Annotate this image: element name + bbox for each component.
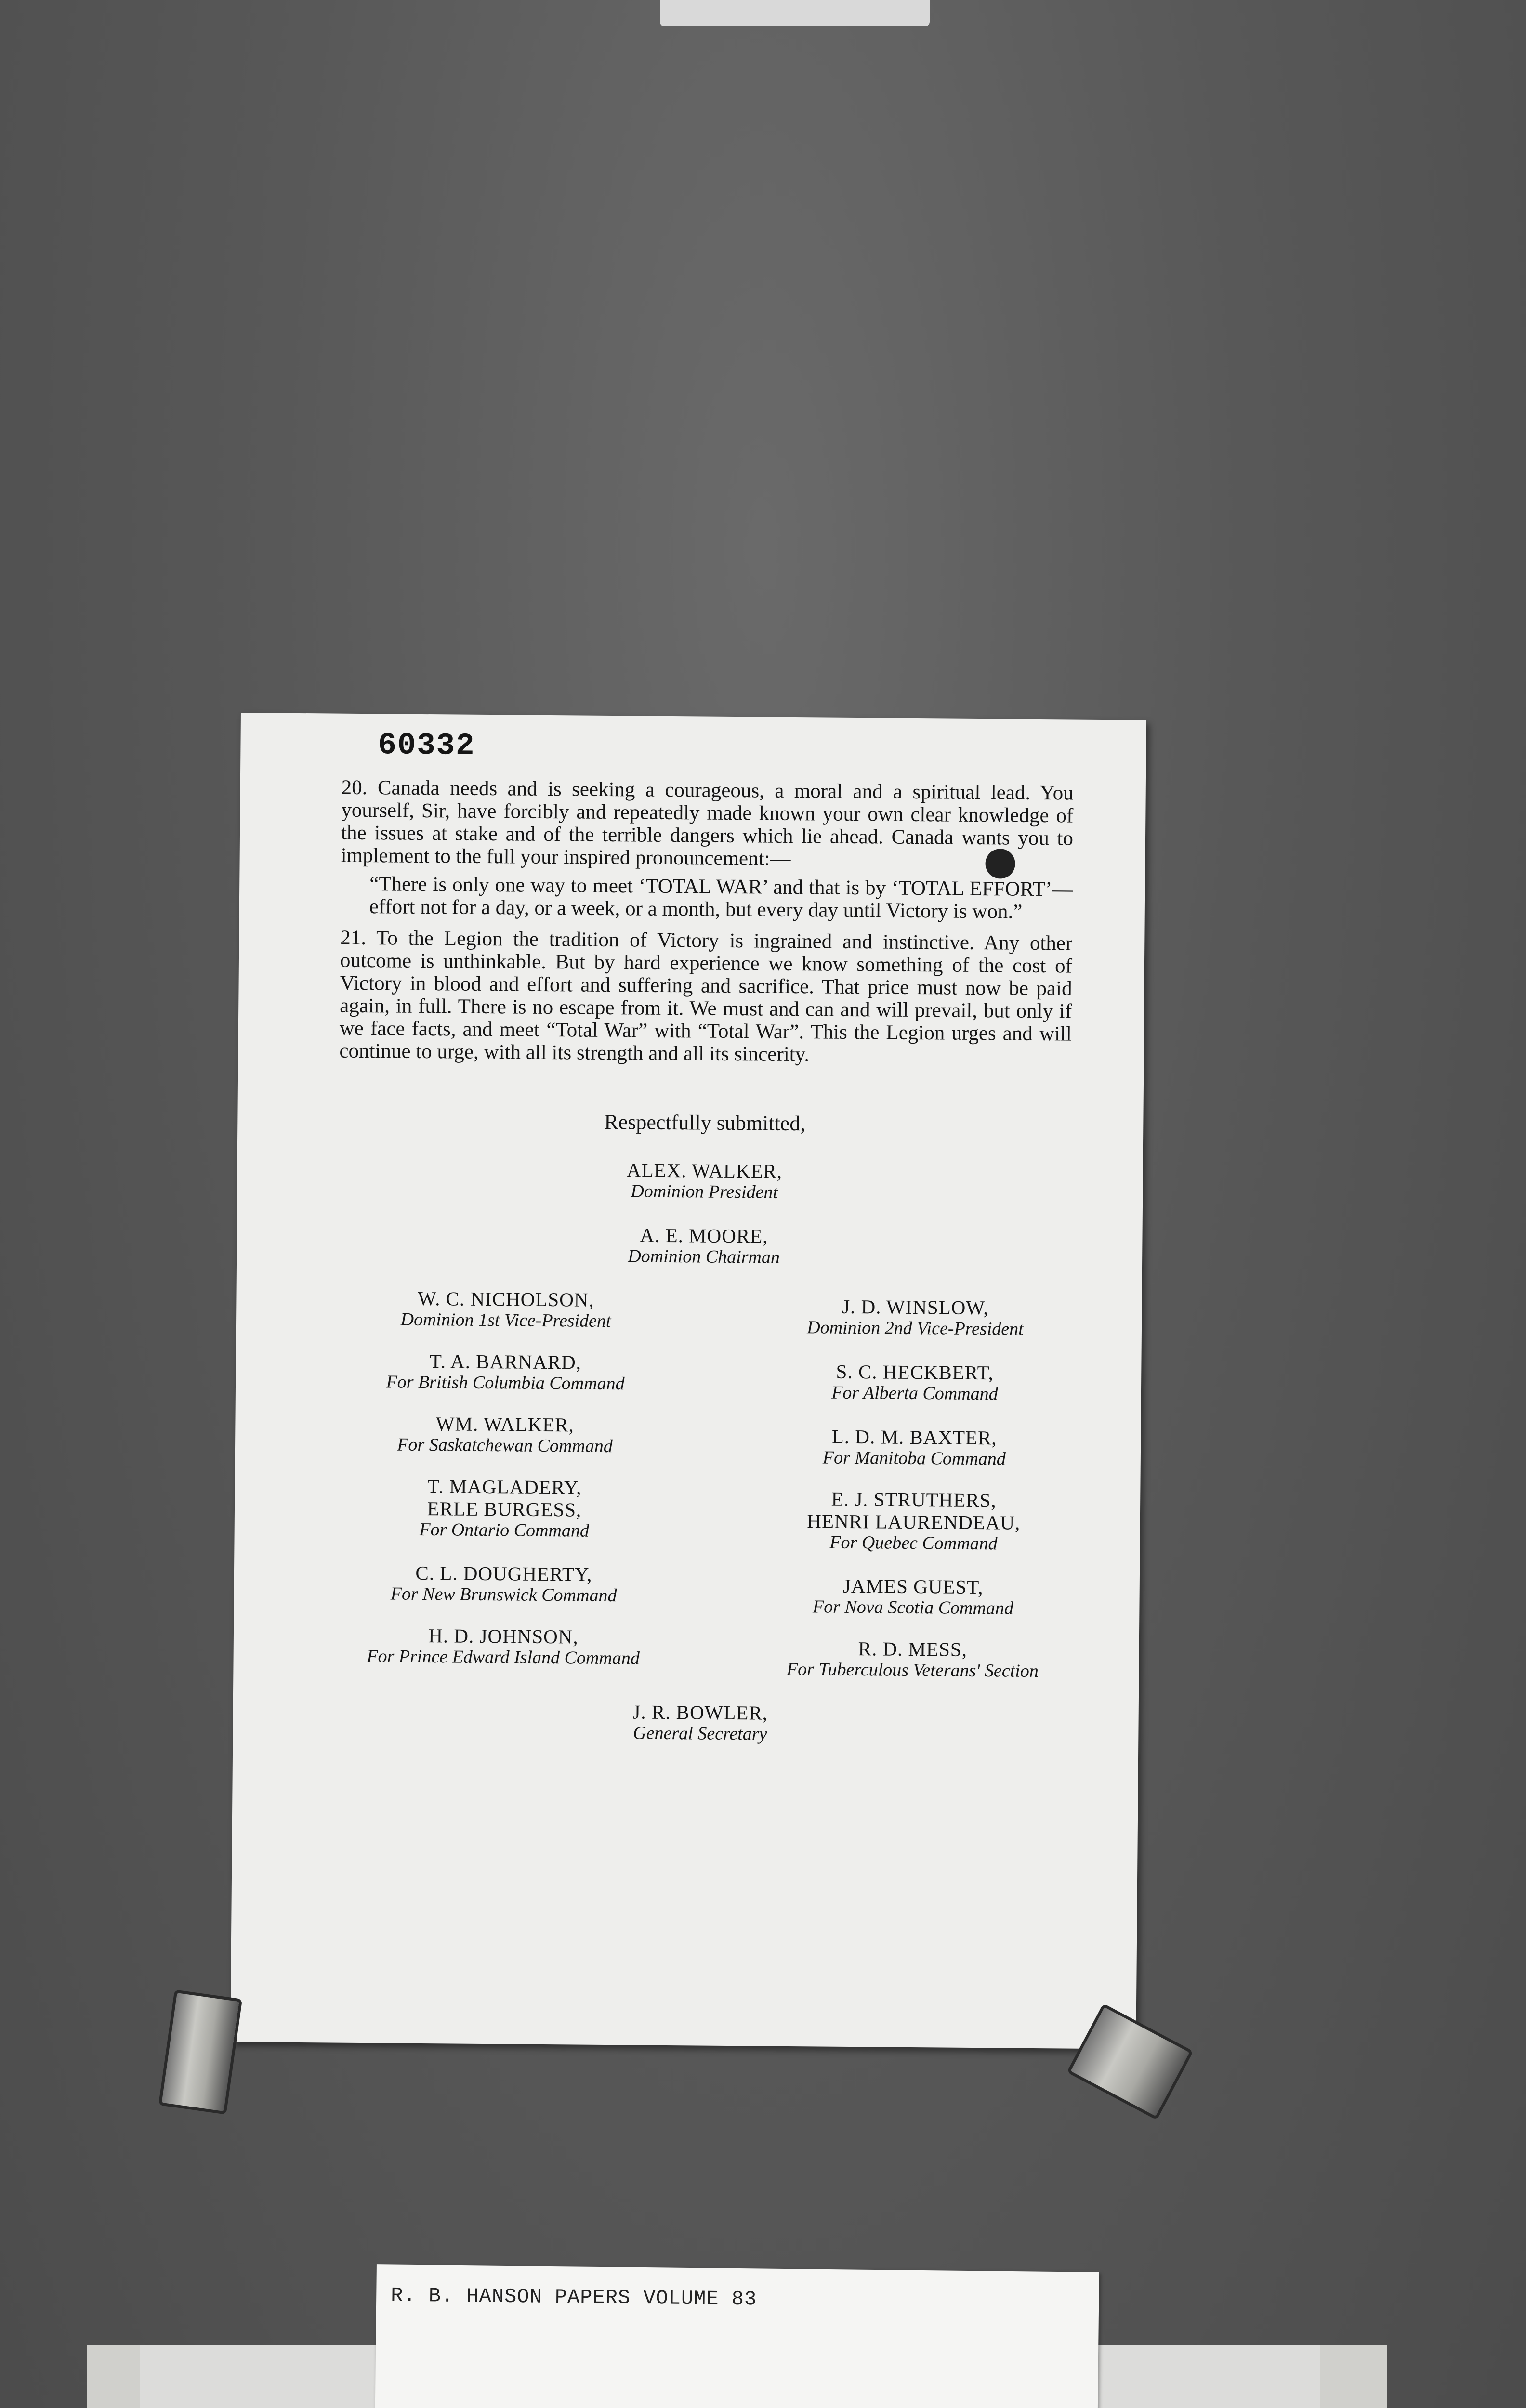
signature-block	[308, 1286, 704, 1332]
signature-block	[717, 1360, 1113, 1405]
signatory-role: For Nova Scotia Command	[812, 1597, 1014, 1619]
top-paper-tab	[660, 0, 930, 26]
signatory-role: For Saskatchewan Command	[397, 1434, 613, 1457]
signatory-role: For Ontario Command	[419, 1519, 590, 1541]
signatory-name: T. MAGLADERY,	[427, 1475, 582, 1499]
paragraph-21: 21. To the Legion the tradition of Victory is ingrained and instinctive. Any other outcome is unthinkable. But by hard experience we know something of the cost of Victory in blood and effort and suffering and sacrifice. That price must now be paid again, in full. There is no escape from it. We must and can and will prevail, but only if we face facts, and meet “Total War” with “Total War”. This the Legion urges and will continue to urge, with all its strength and all its sincerity.	[339, 926, 1073, 1066]
signatory-name: J. D. WINSLOW,	[842, 1295, 989, 1319]
signatory-role: For Manitoba Command	[822, 1447, 1006, 1469]
signature-block	[715, 1574, 1111, 1619]
signature-block	[717, 1425, 1112, 1470]
signatory-role: Dominion President	[631, 1181, 778, 1203]
signatory-role: Dominion 1st Vice-President	[400, 1309, 611, 1332]
signature-block	[718, 1295, 1113, 1340]
signatory-name: WM. WALKER,	[435, 1413, 575, 1436]
document-page	[230, 713, 1146, 2049]
signature-block	[435, 1699, 965, 1746]
tape-strip	[87, 2345, 140, 2408]
signatory-name: H. D. JOHNSON,	[428, 1624, 579, 1648]
signatory-name: W. C. NICHOLSON,	[418, 1287, 594, 1311]
signatory-name: A. E. MOORE,	[640, 1224, 768, 1247]
signatory-role: For Quebec Command	[829, 1532, 998, 1554]
signatory-name: HENRI LAURENDEAU,	[807, 1510, 1021, 1534]
page-number: 60332	[378, 728, 475, 764]
signature-block	[305, 1623, 701, 1669]
signatory-name: T. A. BARNARD,	[429, 1350, 582, 1374]
signatory-role: Dominion Chairman	[628, 1246, 780, 1268]
tape-strip	[1320, 2345, 1387, 2408]
body-text	[339, 776, 1074, 1074]
signatory-role: Dominion 2nd Vice-President	[807, 1317, 1024, 1339]
collection-label	[375, 2264, 1099, 2408]
signature-block	[715, 1636, 1110, 1682]
signature-block	[306, 1561, 701, 1606]
paragraph-20: 20. Canada needs and is seeking a courageous, a moral and a spiritual lead. You yourself, Sir, have forcibly and repeatedly made known your own clear knowledge of the issues at stake and of the terrible dangers which lie ahead. Canada wants you to implement to the full your inspired pronouncement:—	[341, 776, 1074, 870]
signatory-role: For Prince Edward Island Command	[367, 1646, 640, 1669]
signatory-name: C. L. DOUGHERTY,	[415, 1561, 592, 1585]
signatory-name: ALEX. WALKER,	[626, 1159, 783, 1182]
signatory-role: For New Brunswick Command	[390, 1584, 617, 1606]
signature-block	[716, 1487, 1111, 1555]
signatory-name: ERLE BURGESS,	[427, 1497, 582, 1521]
signature-block	[307, 1474, 702, 1542]
signatory-name: L. D. M. BAXTER,	[831, 1425, 997, 1449]
signatory-name: J. R. BOWLER,	[632, 1701, 768, 1724]
collection-label-text: R. B. HANSON PAPERS VOLUME 83	[391, 2284, 757, 2311]
quote-paragraph: “There is only one way to meet ‘TOTAL WAR’ and that is by ‘TOTAL EFFORT’—effort not for a day, or a week, or a month, but every day until Victory is won.”	[369, 873, 1073, 923]
signature-block	[439, 1222, 969, 1269]
signatory-name: JAMES GUEST,	[842, 1574, 984, 1598]
signatory-role: For Alberta Command	[831, 1382, 998, 1404]
signatory-role: General Secretary	[633, 1723, 767, 1744]
signature-block	[439, 1157, 970, 1204]
signatory-name: E. J. STRUTHERS,	[831, 1488, 997, 1512]
closing-line: Respectfully submitted,	[604, 1110, 806, 1136]
signature-block	[308, 1349, 703, 1394]
signatory-name: R. D. MESS,	[858, 1637, 968, 1661]
signatory-name: S. C. HECKBERT,	[836, 1360, 994, 1384]
signatory-role: For British Columbia Command	[386, 1372, 625, 1394]
signature-block	[307, 1412, 703, 1457]
signatory-role: For Tuberculous Veterans' Section	[786, 1659, 1039, 1682]
